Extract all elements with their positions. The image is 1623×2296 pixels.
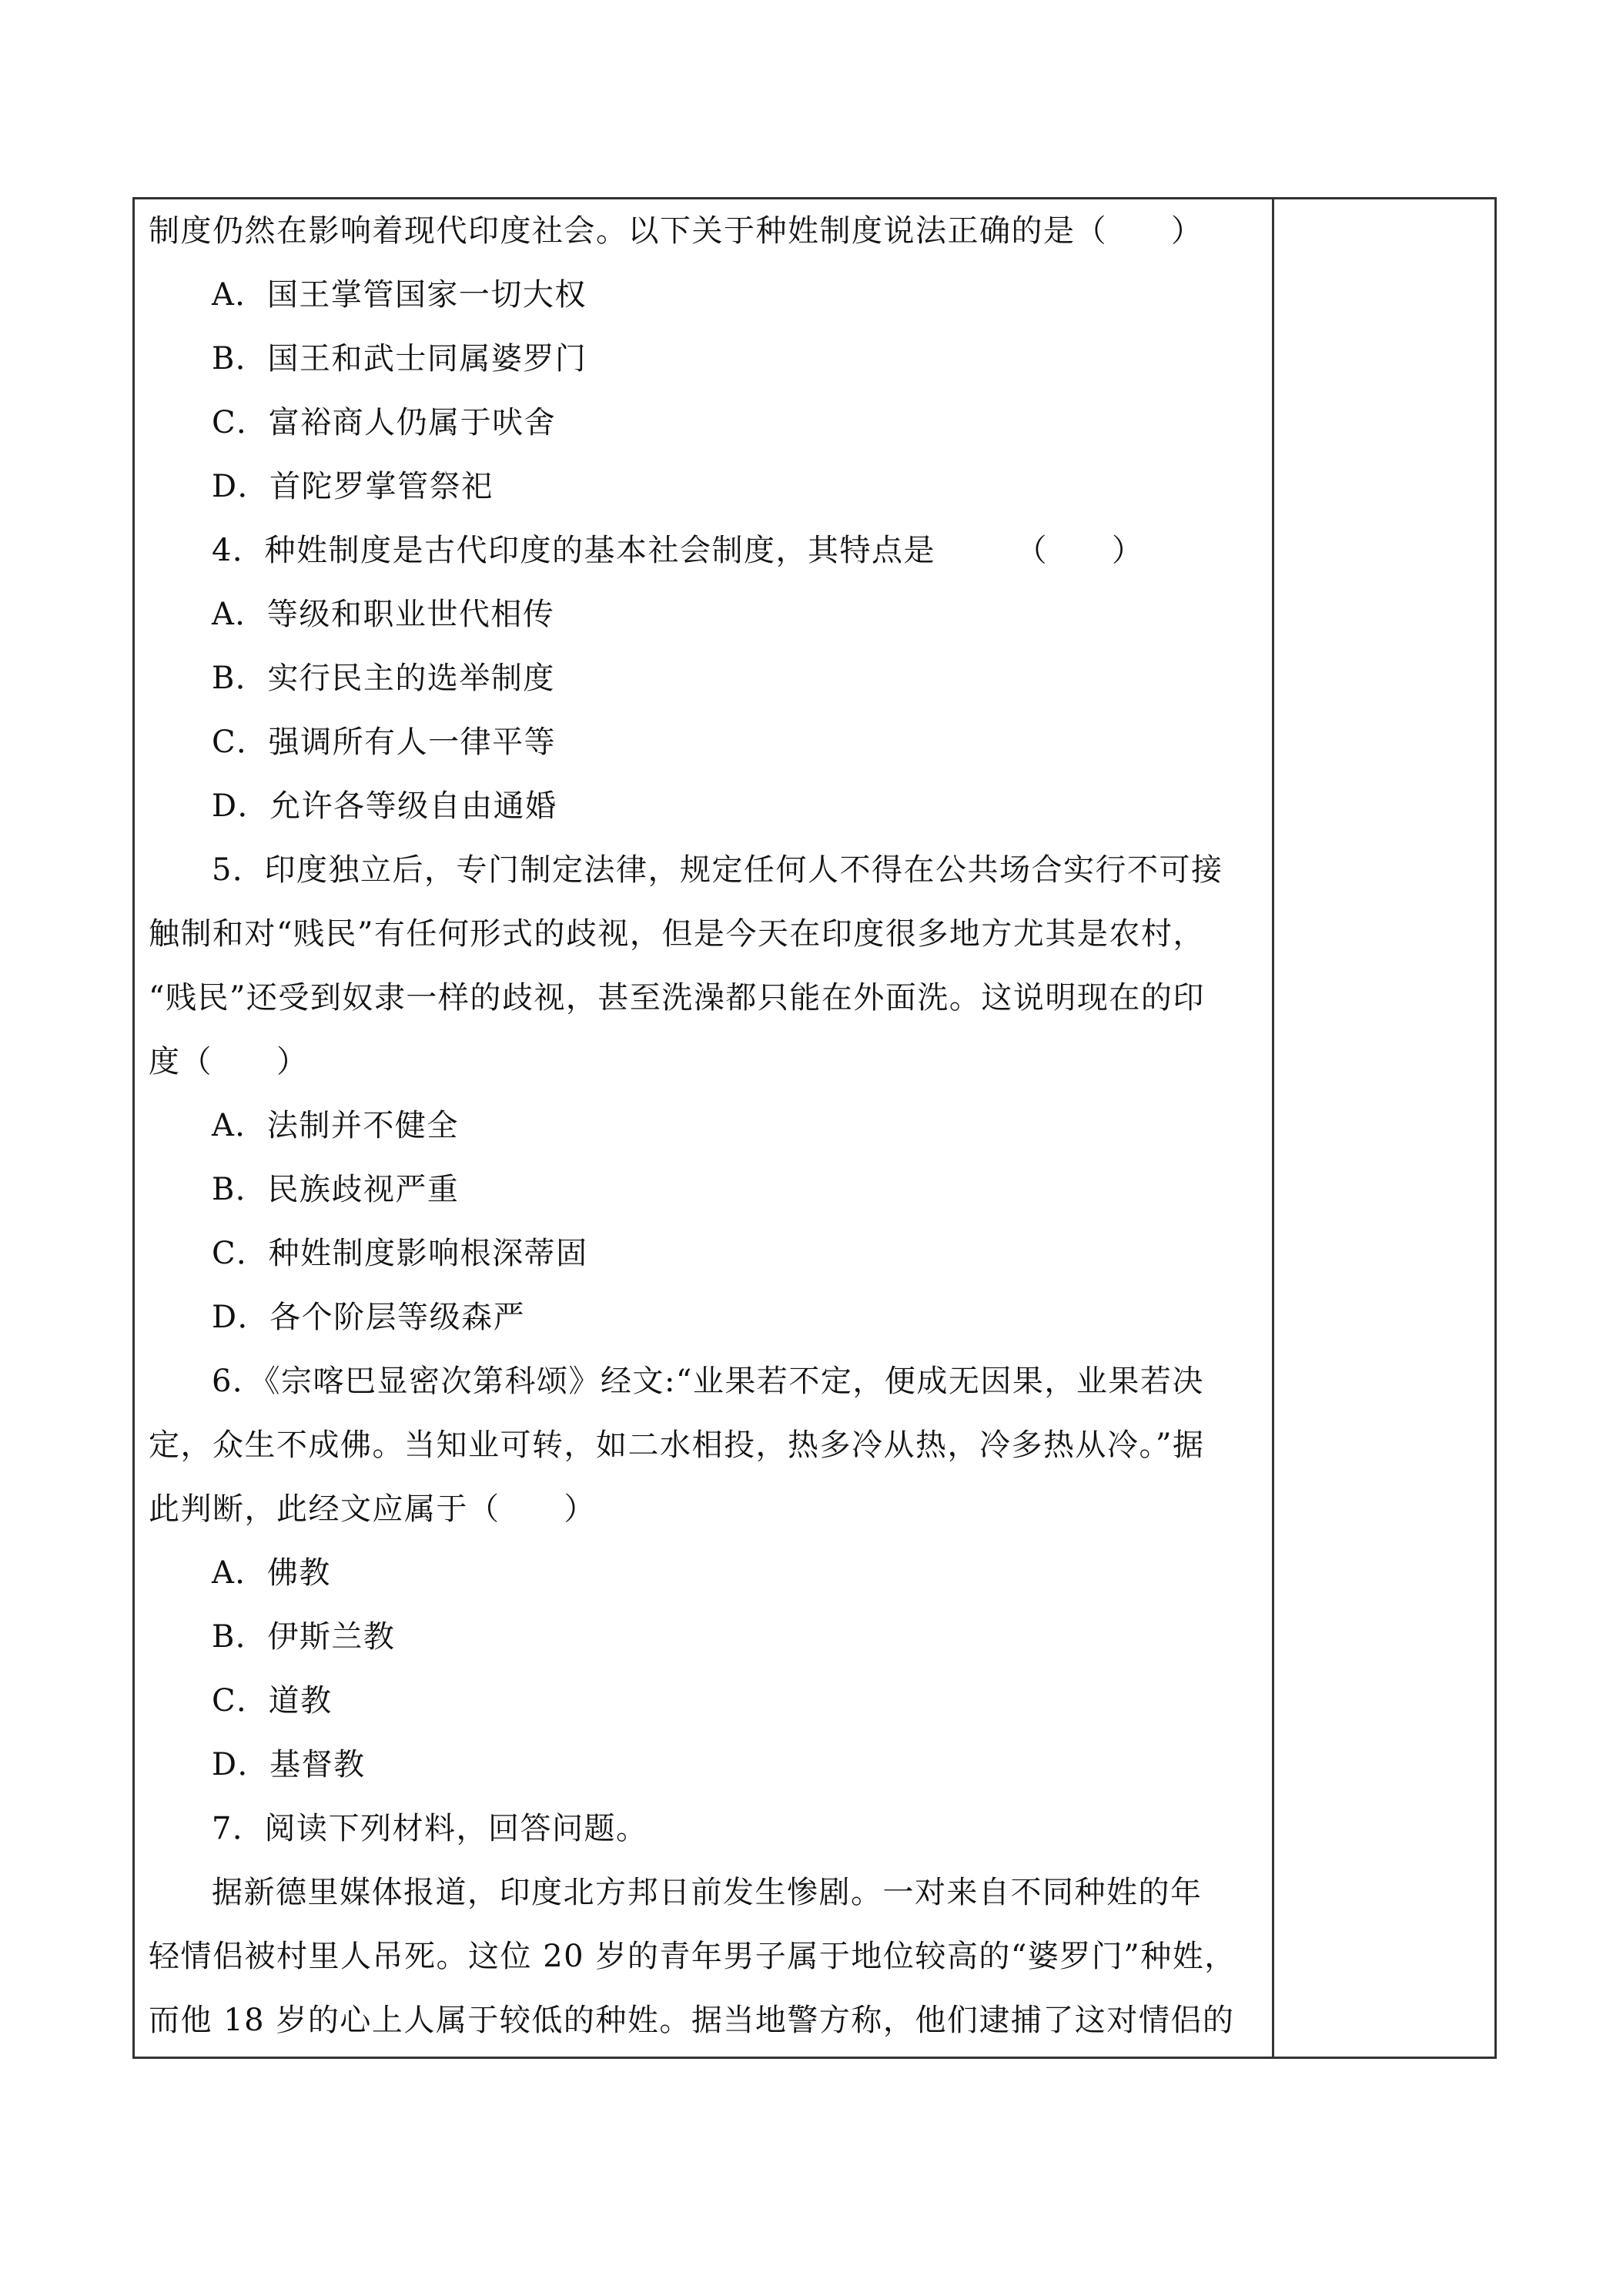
text-line: D．基督教 xyxy=(212,1747,366,1782)
notes-column xyxy=(1274,199,1494,2057)
text-line: D．允许各等级自由通婚 xyxy=(212,788,557,824)
text-line: C．富裕商人仍属于吠舍 xyxy=(212,405,557,440)
text-line: A．等级和职业世代相传 xyxy=(212,597,555,632)
worksheet-table xyxy=(132,197,1497,2059)
text-line: C．强调所有人一律平等 xyxy=(212,725,557,760)
text-line: D．首陀罗掌管祭祀 xyxy=(212,469,494,504)
text-line: B．实行民主的选举制度 xyxy=(212,661,555,696)
text-line: 制度仍然在影响着现代印度社会。以下关于种姓制度说法正确的是（ ） xyxy=(149,213,1203,249)
text-line: 5．印度独立后，专门制定法律，规定任何人不得在公共场合实行不可接 xyxy=(212,852,1223,888)
text-line: C．道教 xyxy=(212,1683,333,1719)
text-line: C．种姓制度影响根深蒂固 xyxy=(212,1236,588,1271)
text-line: B．国王和武士同属婆罗门 xyxy=(212,341,587,377)
text-line: 轻情侣被村里人吊死。这位 20 岁的青年男子属于地位较高的“婆罗门”种姓， xyxy=(149,1939,1236,1974)
text-line: D．各个阶层等级森严 xyxy=(212,1300,526,1335)
text-line: 4．种姓制度是古代印度的基本社会制度，其特点是 （ ） xyxy=(212,533,1144,568)
text-line: 7．阅读下列材料，回答问题。 xyxy=(212,1811,648,1846)
text-line: B．伊斯兰教 xyxy=(212,1619,396,1655)
question-column xyxy=(135,199,1274,2057)
text-line: “贱民”还受到奴隶一样的歧视，甚至洗澡都只能在外面洗。这说明现在的印 xyxy=(149,980,1205,1016)
text-line: 度（ ） xyxy=(149,1044,309,1079)
text-line: 触制和对“贱民”有任何形式的歧视，但是今天在印度很多地方尤其是农村， xyxy=(149,916,1205,952)
text-line: A．国王掌管国家一切大权 xyxy=(212,277,587,313)
text-line: A．佛教 xyxy=(212,1555,331,1591)
text-line: 据新德里媒体报道，印度北方邦日前发生惨剧。一对来自不同种姓的年 xyxy=(212,1875,1203,1910)
text-line: B．民族歧视严重 xyxy=(212,1172,460,1207)
text-line: 而他 18 岁的心上人属于较低的种姓。据当地警方称，他们逮捕了这对情侣的 xyxy=(149,2003,1235,2038)
text-line: 此判断，此经文应属于（ ） xyxy=(149,1491,596,1527)
text-line: 6．《宗喀巴显密次第科颂》经文:“业果若不定，便成无因果，业果若决 xyxy=(212,1364,1204,1399)
text-line: A．法制并不健全 xyxy=(212,1108,459,1143)
text-line: 定，众生不成佛。当知业可转，如二水相投，热多冷从热，冷多热从冷。”据 xyxy=(149,1427,1205,1463)
